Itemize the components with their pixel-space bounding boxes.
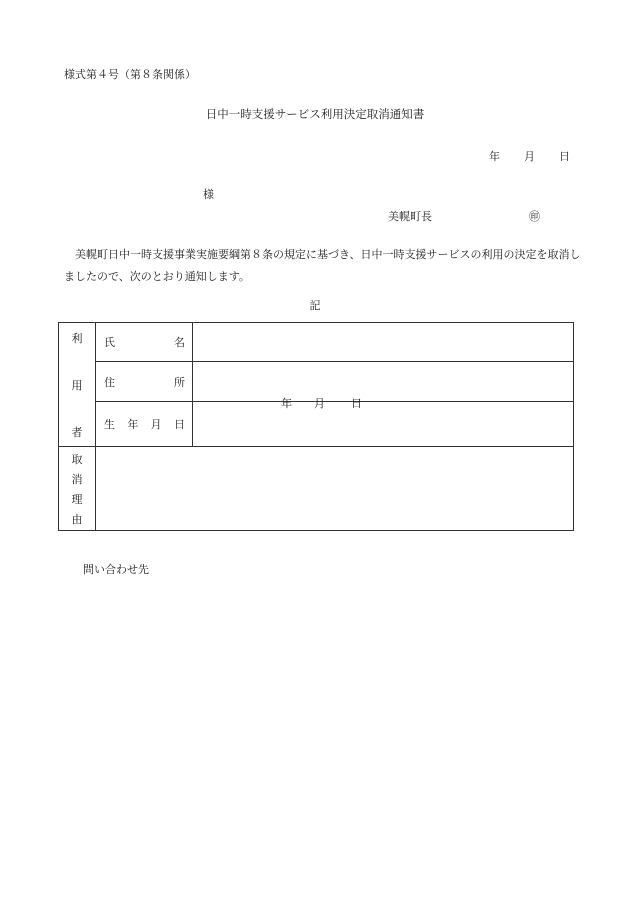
name-field[interactable]	[193, 323, 574, 362]
document-title: 日中一時支援サービス利用決定取消通知書	[205, 107, 425, 121]
dob-year-label: 年	[281, 397, 292, 410]
address-field[interactable]	[193, 362, 574, 402]
reason-label-char: 消	[71, 473, 83, 486]
cancellation-table	[58, 322, 574, 531]
user-label-char: 者	[71, 425, 83, 439]
address-label-cell	[96, 362, 193, 402]
reason-label-char: 理	[71, 493, 83, 506]
user-label-char: 利	[71, 331, 83, 345]
seal-mark: ㊞	[529, 210, 540, 223]
issue-date	[489, 148, 570, 164]
address-label-char: 住	[104, 375, 115, 389]
inquiry-label: 問い合わせ先	[83, 563, 149, 576]
dob-label-char: 日	[173, 418, 185, 431]
dob-label-cell	[96, 402, 193, 447]
dob-label-char: 月	[150, 418, 162, 431]
issuer-name: 美幌町長	[388, 210, 432, 223]
name-label-char: 氏	[104, 336, 115, 349]
user-label-char: 用	[71, 378, 83, 392]
reason-label-cell	[59, 447, 96, 531]
dob-field[interactable]	[193, 397, 574, 447]
body-text: 美幌町日中一時支援事業実施要綱第８条の規定に基づき、日中一時支援サービスの利用の決定を取消しましたので、次のとおり通知します。	[64, 248, 581, 283]
dob-month-label: 月	[314, 397, 325, 410]
ki-heading: 記	[309, 299, 321, 312]
name-label-cell	[96, 323, 193, 362]
addressee-suffix: 様	[203, 188, 214, 201]
reason-label-char: 由	[71, 513, 83, 526]
address-label-char: 所	[174, 375, 185, 389]
dob-label-char: 年	[127, 418, 139, 431]
date-month-label: 月	[524, 150, 535, 163]
reason-label-char: 取	[71, 453, 83, 466]
user-label-cell	[59, 323, 96, 447]
dob-day-label: 日	[351, 397, 362, 410]
date-year-label: 年	[489, 150, 500, 163]
form-number: 様式第４号（第８条関係）	[64, 68, 196, 81]
date-day-label: 日	[559, 150, 570, 163]
name-label-char: 名	[174, 336, 185, 349]
reason-field[interactable]	[96, 447, 574, 531]
dob-label-char: 生	[104, 418, 115, 431]
